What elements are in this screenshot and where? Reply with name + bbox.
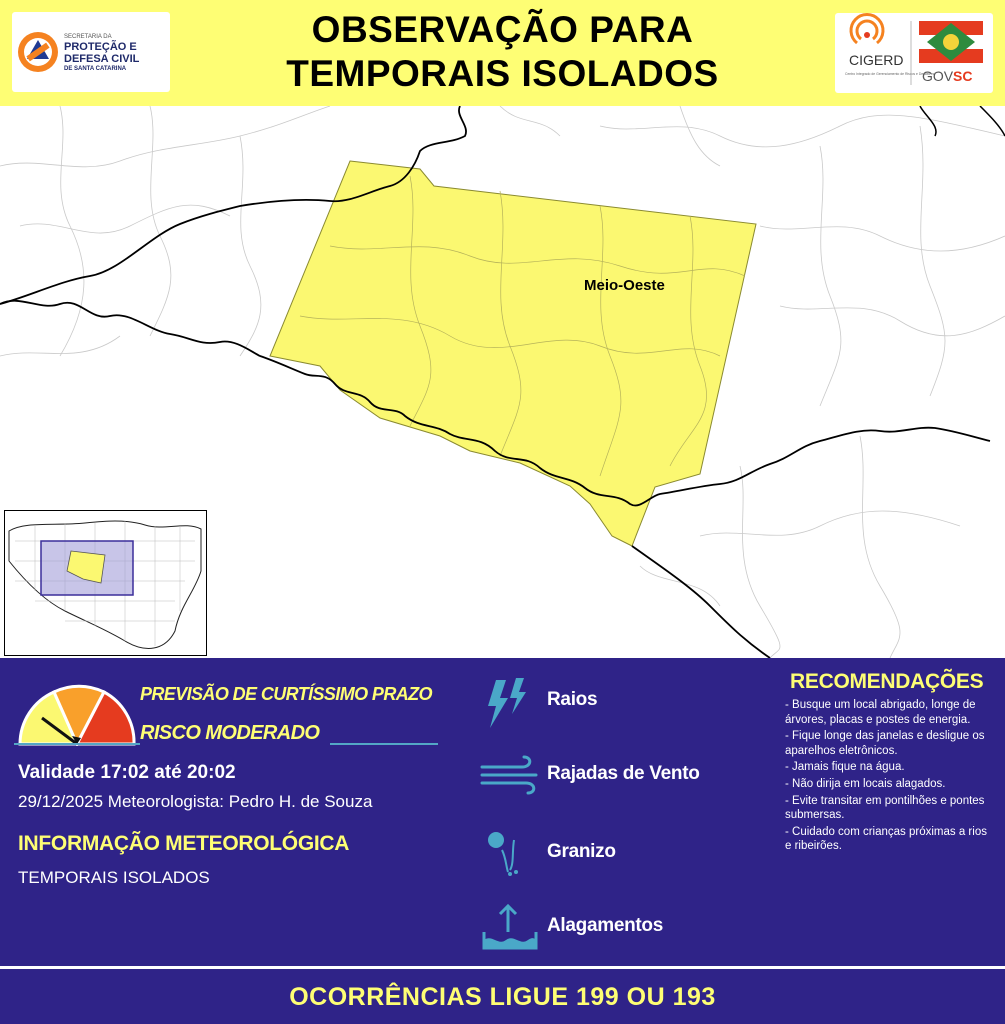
list-item: - Evite transitar em pontilhões e pontes submersas. bbox=[785, 794, 985, 822]
svg-text:CIGERD: CIGERD bbox=[849, 52, 904, 68]
page-title bbox=[190, 8, 815, 96]
govsc-flag-icon bbox=[919, 21, 983, 84]
info-panel bbox=[0, 658, 1005, 966]
hazard-item bbox=[480, 753, 740, 813]
svg-text:PROTEÇÃO E: PROTEÇÃO E bbox=[64, 41, 137, 53]
hazard-label: Granizo bbox=[547, 841, 616, 862]
hazard-item bbox=[480, 676, 740, 736]
svg-text:GOV: GOV bbox=[922, 68, 954, 84]
emergency-numbers: OCORRÊNCIAS LIGUE 199 OU 193 bbox=[289, 983, 716, 1011]
title-line-1: OBSERVAÇÃO PARA bbox=[311, 9, 694, 50]
alert-map bbox=[0, 106, 1005, 658]
hazard-label: Alagamentos bbox=[547, 915, 664, 936]
defesa-civil-emblem-icon bbox=[12, 12, 170, 92]
hazard-label: Raios bbox=[547, 689, 598, 710]
list-item: - Busque um local abrigado, longe de árvores, placas e postes de energia. bbox=[785, 699, 976, 726]
svg-text:SC: SC bbox=[953, 68, 973, 84]
risk-level: RISCO MODERADO bbox=[140, 722, 320, 744]
divider bbox=[14, 743, 140, 745]
wind-icon bbox=[480, 753, 542, 809]
svg-text:DEFESA CIVIL: DEFESA CIVIL bbox=[64, 53, 140, 65]
defesa-civil-logo bbox=[12, 12, 170, 92]
recommendations-list bbox=[785, 698, 995, 856]
region-label: Meio-Oeste bbox=[584, 277, 665, 294]
info-text: TEMPORAIS ISOLADOS bbox=[18, 868, 210, 887]
recommendations-title: RECOMENDAÇÕES bbox=[790, 670, 984, 693]
footer-bar bbox=[0, 966, 1005, 1024]
cigerd-govsc-logos bbox=[835, 13, 993, 93]
forecast-type: PREVISÃO DE CURTÍSSIMO PRAZO bbox=[140, 684, 432, 704]
hazard-item bbox=[480, 902, 740, 962]
divider bbox=[330, 743, 438, 745]
southern-border-line bbox=[632, 546, 770, 658]
date-meteorologist: 29/12/2025 Meteorologista: Pedro H. de Souza bbox=[18, 792, 373, 811]
hazard-label: Rajadas de Vento bbox=[547, 763, 700, 784]
header-bar bbox=[0, 0, 1005, 106]
lightning-icon bbox=[480, 676, 542, 732]
list-item: - Cuidado com crianças próximas a rios e ribeirões. bbox=[785, 825, 987, 853]
risk-gauge bbox=[14, 674, 140, 746]
list-item: - Não dirija em locais alagados. bbox=[785, 777, 946, 790]
hazard-item bbox=[480, 826, 740, 886]
locator-inset-map bbox=[4, 510, 207, 656]
list-item: - Jamais fique na água. bbox=[785, 761, 905, 774]
info-title: INFORMAÇÃO METEOROLÓGICA bbox=[18, 832, 350, 855]
svg-text:DE SANTA CATARINA: DE SANTA CATARINA bbox=[64, 66, 127, 72]
list-item: - Fique longe das janelas e desligue os aparelhos eletrônicos. bbox=[785, 730, 985, 757]
svg-text:SECRETARIA DA: SECRETARIA DA bbox=[64, 34, 112, 40]
svg-text:Centro Integrado de Gerenciame: Centro Integrado de Gerenciamento de Riscos e Desastres bbox=[845, 72, 935, 76]
flood-icon bbox=[480, 902, 542, 958]
hail-icon bbox=[480, 826, 542, 882]
title-line-2: TEMPORAIS ISOLADOS bbox=[286, 53, 719, 94]
validity-text: Validade 17:02 até 20:02 bbox=[18, 762, 236, 783]
